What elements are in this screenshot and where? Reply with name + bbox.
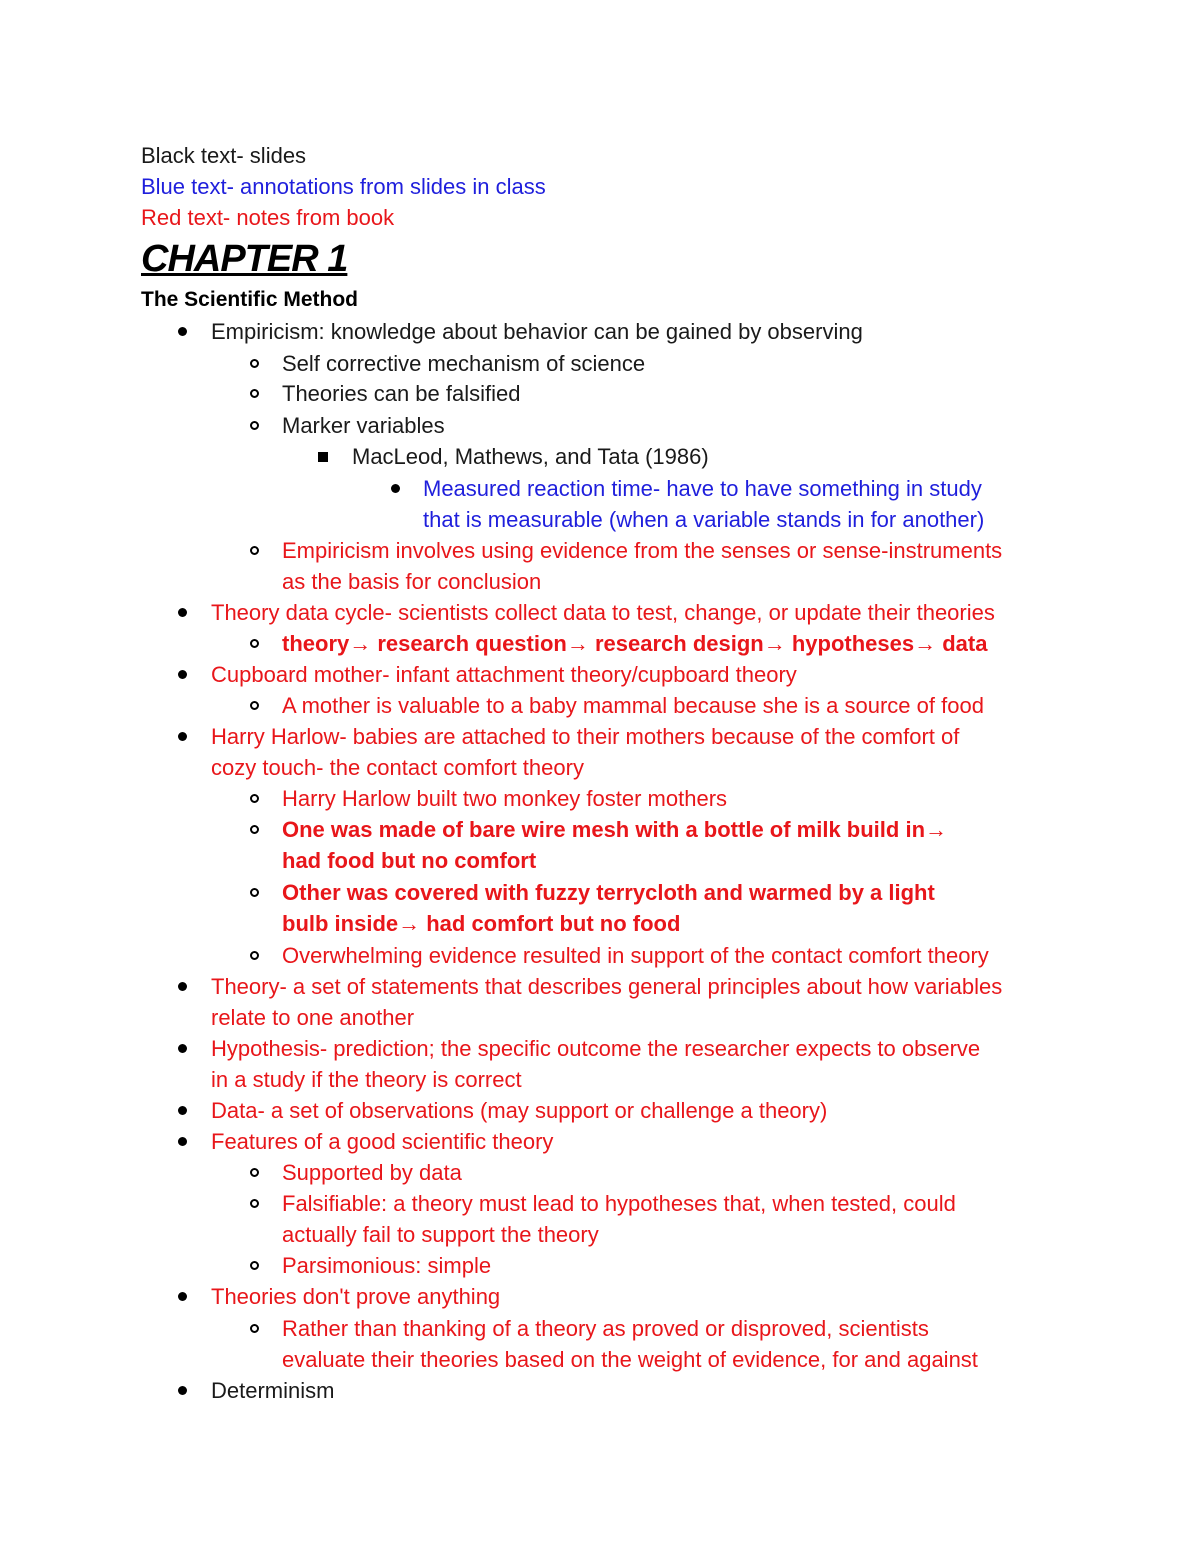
list-item-continuation: actually fail to support the theory [282, 1222, 599, 1247]
list-item: Marker variables [282, 413, 445, 438]
list-item: Measured reaction time- have to have something in study [423, 476, 982, 501]
bullet-disc [178, 982, 187, 991]
bullet-circle [250, 546, 259, 555]
bullet-circle [250, 825, 259, 834]
list-item-continuation: evaluate their theories based on the weight of evidence, for and against [282, 1347, 978, 1372]
list-item: Supported by data [282, 1160, 462, 1185]
list-item: Harry Harlow built two monkey foster mothers [282, 786, 728, 811]
list-item-bold: Other was covered with fuzzy terrycloth and warmed by a light [282, 880, 935, 905]
legend-red: Red text- notes from book [141, 205, 395, 230]
list-item: Data- a set of observations (may support or challenge a theory) [211, 1098, 828, 1123]
list-item: Overwhelming evidence resulted in support of the contact comfort theory [282, 943, 989, 968]
bullet-circle [250, 701, 259, 710]
bullet-disc [178, 1386, 187, 1395]
list-item-bold: theory→ research question→ research design→ hypotheses→ data [282, 631, 988, 656]
list-item: Hypothesis- prediction; the specific outcome the researcher expects to observe [211, 1036, 981, 1061]
list-item: Empiricism: knowledge about behavior can be gained by observing [211, 319, 863, 344]
list-item-continuation: as the basis for conclusion [282, 569, 542, 594]
bullet-circle [250, 359, 259, 368]
bullet-circle [250, 1261, 259, 1270]
list-item: Features of a good scientific theory [211, 1129, 554, 1154]
legend-blue: Blue text- annotations from slides in class [141, 174, 546, 199]
list-item: Theories can be falsified [282, 381, 521, 406]
list-item: A mother is valuable to a baby mammal because she is a source of food [282, 693, 984, 718]
bullet-disc [391, 484, 400, 493]
bullet-disc [178, 1292, 187, 1301]
list-item-continuation: cozy touch- the contact comfort theory [211, 755, 584, 780]
bullet-circle [250, 794, 259, 803]
bullet-disc [178, 327, 187, 336]
bullet-disc [178, 732, 187, 741]
list-item-continuation: had food but no comfort [282, 848, 537, 873]
list-item: Theory- a set of statements that describes general principles about how variables [211, 974, 1003, 999]
list-item: Harry Harlow- babies are attached to their mothers because of the comfort of [211, 724, 960, 749]
list-item: Self corrective mechanism of science [282, 351, 646, 376]
bullet-circle [250, 639, 259, 648]
legend-black: Black text- slides [141, 143, 307, 168]
bullet-circle [250, 421, 259, 430]
list-item-continuation: in a study if the theory is correct [211, 1067, 522, 1092]
bullet-disc [178, 670, 187, 679]
bullet-circle [250, 1168, 259, 1177]
chapter-heading: CHAPTER 1 [141, 238, 348, 280]
bullet-disc [178, 608, 187, 617]
bullet-disc [178, 1137, 187, 1146]
section-heading: The Scientific Method [141, 288, 359, 311]
bullet-circle [250, 1324, 259, 1333]
list-item-continuation: bulb inside→ had comfort but no food [282, 911, 681, 936]
list-item: Empiricism involves using evidence from the senses or sense-instruments [282, 538, 1003, 563]
list-item: MacLeod, Mathews, and Tata (1986) [352, 444, 709, 469]
list-item: Falsifiable: a theory must lead to hypotheses that, when tested, could [282, 1191, 956, 1216]
list-item: Cupboard mother- infant attachment theory/cupboard theory [211, 662, 797, 687]
list-item-continuation: that is measurable (when a variable stands in for another) [423, 507, 985, 532]
list-item: Theory data cycle- scientists collect data to test, change, or update their theories [211, 600, 995, 625]
bullet-circle [250, 1199, 259, 1208]
list-item-continuation: relate to one another [211, 1005, 415, 1030]
list-item: Rather than thanking of a theory as proved or disproved, scientists [282, 1316, 929, 1341]
bullet-circle [250, 888, 259, 897]
list-item: Determinism [211, 1378, 335, 1403]
list-item: Theories don't prove anything [211, 1284, 501, 1309]
list-item: Parsimonious: simple [282, 1253, 492, 1278]
bullet-square [318, 452, 328, 462]
bullet-disc [178, 1044, 187, 1053]
bullet-disc [178, 1106, 187, 1115]
bullet-circle [250, 951, 259, 960]
list-item-bold: One was made of bare wire mesh with a bottle of milk build in→ [282, 817, 948, 842]
bullet-circle [250, 389, 259, 398]
